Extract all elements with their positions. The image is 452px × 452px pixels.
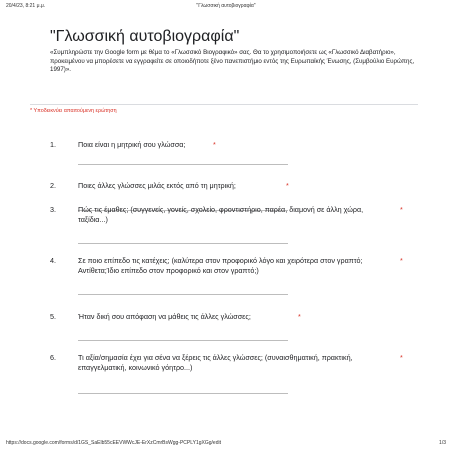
question-text: Πώς τις έμαθες; (συγγενείς, γονείς, σχολείο, φροντιστήριο, παρέα, διαμονή σε άλλη χώρα, ταξίδια...) bbox=[78, 205, 364, 224]
answer-field[interactable] bbox=[78, 243, 288, 244]
question-text: Τι αξία/σημασία έχει για σένα να ξέρεις τις άλλες γλώσσες; (συναισθηματική, πρακτική, επαγγελματική, κοινωνικό γόητρο...) bbox=[78, 353, 353, 372]
required-star: * bbox=[286, 181, 289, 190]
question-number: 4. bbox=[50, 256, 56, 265]
print-footer bbox=[6, 440, 446, 448]
form-title: "Γλωσσική αυτοβιογραφία" bbox=[50, 28, 240, 45]
question-text: Ήταν δική σου απόφαση να μάθεις τις άλλες γλώσσες; bbox=[78, 312, 251, 321]
print-title: "Γλωσσική αυτοβιογραφία" bbox=[196, 3, 256, 9]
required-star: * bbox=[213, 140, 216, 149]
question-text: Ποια είναι η μητρική σου γλώσσα; bbox=[78, 140, 186, 149]
question-text: Σε ποιο επίπεδο τις κατέχεις; (καλύτερα στον προφορικό λόγο και χειρότερα στον γραπτό; Αντίθετα;Ίδιο επίπεδο στον προφορικό και στον γραπτό;) bbox=[78, 256, 363, 275]
page-number: 1/3 bbox=[439, 440, 446, 446]
required-star: * bbox=[400, 256, 403, 265]
form-header bbox=[50, 28, 415, 75]
answer-field[interactable] bbox=[78, 340, 288, 341]
question-number: 6. bbox=[50, 353, 56, 362]
required-star: * bbox=[298, 312, 301, 321]
required-note: * Υποδεικνύει απαιτούμενη ερώτηση bbox=[30, 108, 117, 114]
question-number: 2. bbox=[50, 181, 56, 190]
print-header bbox=[6, 3, 446, 11]
form-description: «Συμπληρώστε την Google form με θέμα το «Γλωσσικό Βιογραφικό» σας. Θα το χρησιμοποιήσετε ως «Γλωσσικό Διαβατήριο», προκειμένου να μπορέσετε να εγγραφείτε σε οποιοδήποτε ξένο πανεπιστήμιο εντός της Ευρωπαϊκής Ένωσης, (Συμβούλιο Ευρώπης, 1997)». bbox=[50, 49, 415, 74]
question-number: 5. bbox=[50, 312, 56, 321]
question-text: Ποιες άλλες γλώσσες μιλάς εκτός από τη μητρική; bbox=[78, 181, 236, 190]
answer-field[interactable] bbox=[78, 294, 288, 295]
question-number: 3. bbox=[50, 205, 56, 214]
required-star: * bbox=[400, 353, 403, 362]
required-star: * bbox=[400, 205, 403, 214]
print-url: https://docs.google.com/forms/d/1GS_SaElb55cEEVWWcJE-ErXzCmrBsWgg-PCPLY1gXGg/edit bbox=[6, 440, 221, 446]
answer-field[interactable] bbox=[78, 393, 288, 394]
header-divider bbox=[30, 104, 418, 105]
question-number: 1. bbox=[50, 140, 56, 149]
print-date: 20/4/23, 8:21 μ.μ. bbox=[6, 3, 46, 9]
answer-field[interactable] bbox=[78, 164, 288, 165]
